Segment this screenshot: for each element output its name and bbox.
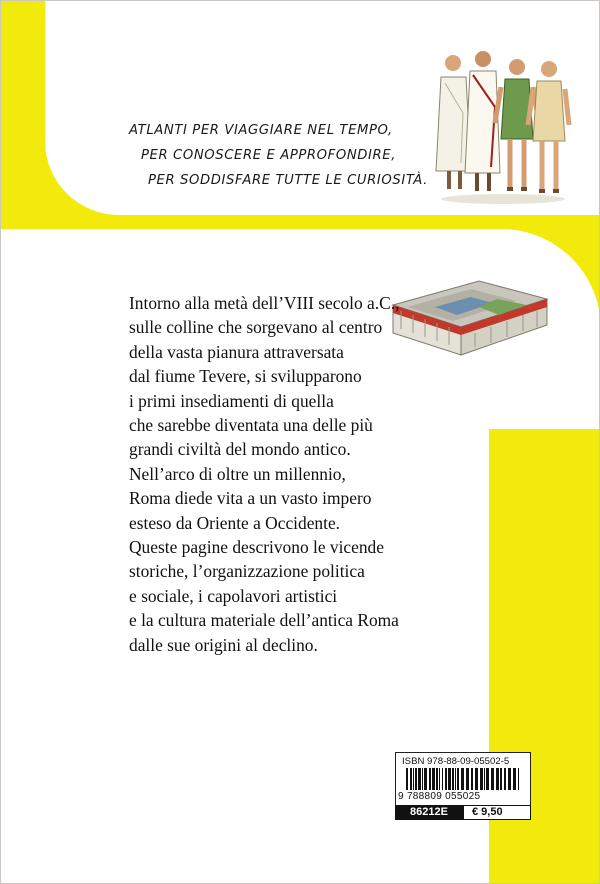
price-label: € 9,50	[463, 805, 531, 820]
description-line: e sociale, i capolavori artistici	[129, 585, 338, 606]
barcode-digits: 9 788809 055025	[398, 791, 481, 802]
description-line: Intorno alla metà dell’VIII secolo a.C.,	[129, 293, 400, 313]
description-line: che sarebbe diventata una delle più	[129, 415, 373, 436]
description-line: sulle colline che sorgevano al centro	[129, 317, 383, 338]
description-line: storiche, l’organizzazione politica	[129, 561, 365, 582]
description-line: e la cultura materiale dell’antica Roma	[129, 610, 399, 631]
tagline-line: PER CONOSCERE E APPROFONDIRE,	[141, 148, 397, 163]
description-line: esteso da Oriente a Occidente.	[129, 512, 341, 533]
product-code: 86212E	[395, 805, 463, 820]
isbn-label: ISBN 978-88-09-05502-5	[402, 756, 510, 767]
book-description	[129, 291, 489, 657]
tagline-line: PER SODDISFARE TUTTE LE CURIOSITÀ.	[148, 173, 428, 188]
price-row	[395, 805, 531, 820]
description-line: grandi civiltà del mondo antico.	[129, 439, 351, 460]
description-line: i primi insediamenti di quella	[129, 390, 334, 411]
isbn-barcode-box	[395, 752, 531, 806]
description-line: dalle sue origini al declino.	[129, 634, 318, 655]
roman-citizens-illustration	[433, 43, 573, 205]
series-tagline	[123, 118, 463, 193]
description-line: Roma diede vita a un vasto impero	[129, 488, 372, 509]
description-line: Nell’arco di oltre un millennio,	[129, 463, 346, 484]
description-line: Queste pagine descrivono le vicende	[129, 537, 384, 558]
description-line: dal fiume Tevere, si svilupparono	[129, 366, 362, 387]
description-line: della vasta pianura attraversata	[129, 341, 344, 362]
tagline-line: ATLANTI PER VIAGGIARE NEL TEMPO,	[129, 123, 393, 138]
barcode-graphic	[406, 768, 522, 792]
